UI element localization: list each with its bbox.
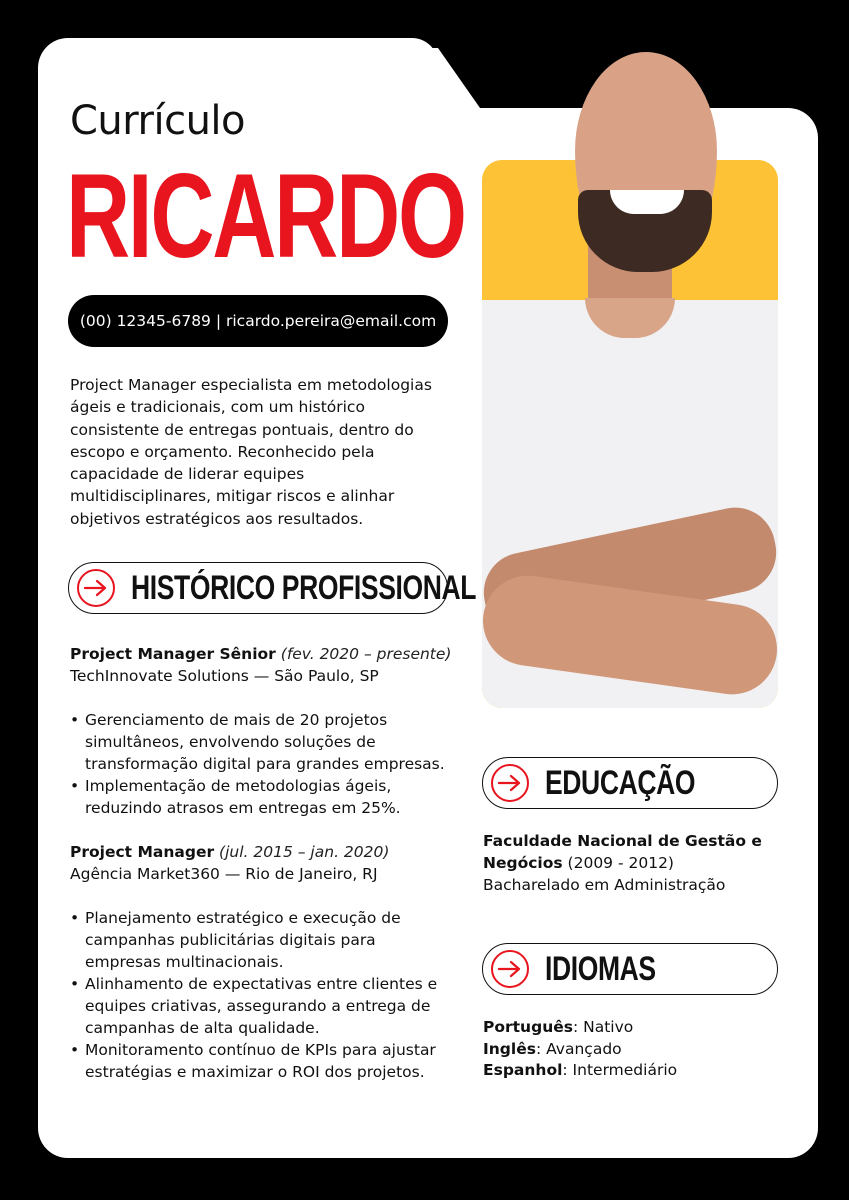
language-item — [483, 1017, 783, 1039]
education-institution: Faculdade Nacional de Gestão e Negócios — [483, 832, 762, 872]
section-education-header — [482, 757, 778, 809]
job-date: (fev. 2020 – presente) — [280, 645, 452, 663]
job-date: (jul. 2015 – jan. 2020) — [219, 843, 390, 861]
job-entry — [70, 841, 455, 885]
education-years: (2009 - 2012) — [567, 854, 674, 872]
candidate-name: RICARDO — [66, 149, 465, 283]
section-languages-title: IDIOMAS — [545, 949, 656, 988]
education-degree: Bacharelado em Administração — [483, 876, 726, 894]
language-item — [483, 1060, 783, 1082]
job-entry — [70, 643, 455, 687]
bullet-item: • Planejamento estratégico e execução de campanhas publicitárias digitais para empresas multinacionais. — [70, 907, 455, 973]
job-bullets — [70, 709, 455, 819]
education-entry — [483, 830, 783, 896]
job-role: Project Manager Sênior — [70, 645, 276, 663]
section-history-title: HISTÓRICO PROFISSIONAL — [131, 568, 477, 607]
document-title: Currículo — [70, 98, 246, 144]
section-languages-header — [482, 943, 778, 995]
job-bullets — [70, 907, 455, 1083]
section-history-header — [68, 562, 477, 614]
language-level: : Avançado — [535, 1039, 622, 1058]
language-name: Espanhol — [483, 1061, 563, 1079]
job-company: Agência Market360 — Rio de Janeiro, RJ — [70, 865, 378, 883]
bullet-item: • Monitoramento contínuo de KPIs para ajustar estratégias e maximizar o ROI dos projetos. — [70, 1039, 455, 1083]
section-education-title: EDUCAÇÃO — [545, 763, 696, 802]
language-level: : Intermediário — [562, 1061, 678, 1079]
language-item — [483, 1039, 783, 1061]
profile-summary: Project Manager especialista em metodologias ágeis e tradicionais, com um histórico consistente de entregas pontuais, dentro do escopo e orçamento. Reconhecido pela capacidade de liderar equipes multidisciplinares, mitigar riscos e alinhar objetivos estratégicos aos resultados. — [70, 376, 432, 528]
contact-pill — [68, 295, 448, 347]
bullet-item: • Alinhamento de expectativas entre clientes e equipes criativas, assegurando a entrega de campanhas de alta qualidade. — [70, 973, 455, 1039]
language-name: Português — [483, 1018, 573, 1036]
language-name: Inglês — [483, 1039, 536, 1058]
language-level: : Nativo — [572, 1018, 634, 1036]
bullet-item: • Gerenciamento de mais de 20 projetos simultâneos, envolvendo soluções de transformação digital para grandes empresas. — [70, 709, 455, 775]
arrow-right-circle-icon — [491, 950, 529, 988]
bullet-item: • Implementação de metodologias ágeis, reduzindo atrasos em entregas em 25%. — [70, 775, 455, 819]
contact-text: (00) 12345-6789 | ricardo.pereira@email.com — [79, 312, 437, 330]
languages-list — [483, 1017, 783, 1082]
job-role: Project Manager — [70, 843, 215, 861]
job-company: TechInnovate Solutions — São Paulo, SP — [70, 667, 379, 685]
arrow-right-circle-icon — [77, 569, 115, 607]
arrow-right-circle-icon — [491, 764, 529, 802]
